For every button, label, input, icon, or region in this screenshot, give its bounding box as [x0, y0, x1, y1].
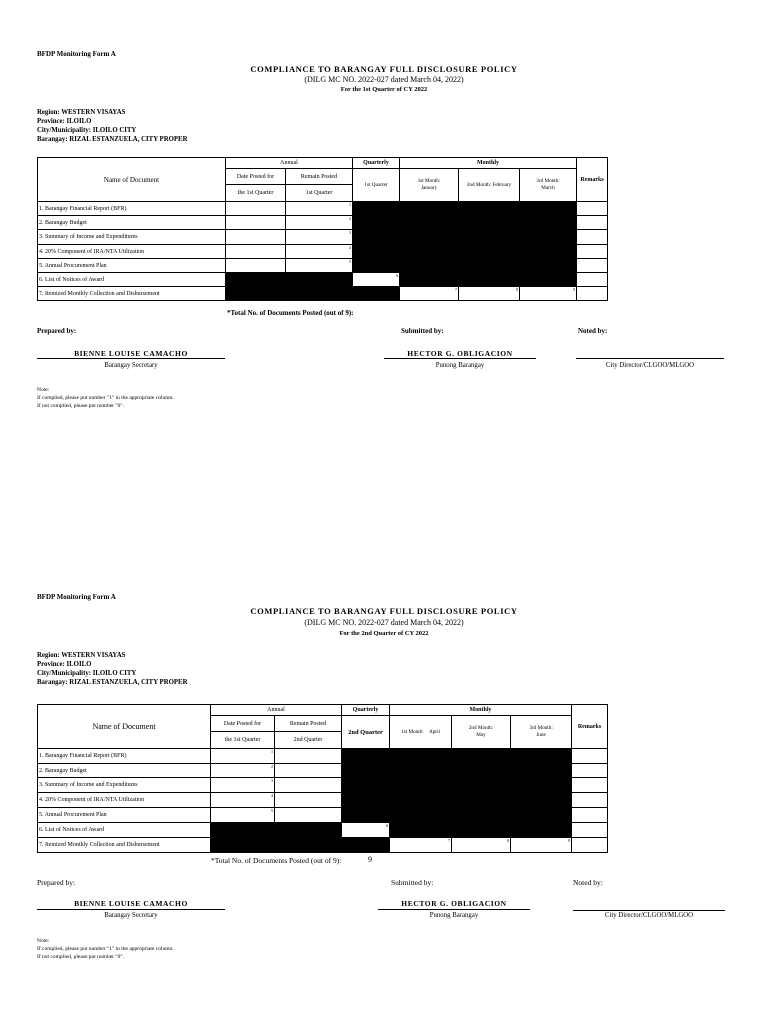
- form-label: BFDP Monitoring Form A: [37, 593, 116, 601]
- barangay-line: Barangay: RIZAL ESTANZUELA, CITY PROPER: [37, 136, 188, 143]
- table-row: 4. 20% Component of IRA/NTA Utilization 4: [38, 245, 608, 259]
- header-annual: Annual: [211, 705, 342, 716]
- header-date-posted-2: the 1st Quarter: [211, 732, 275, 749]
- barangay-line: Barangay: RIZAL ESTANZUELA, CITY PROPER: [37, 679, 188, 686]
- region-line: Region: WESTERN VISAYAS: [37, 109, 126, 116]
- prepared-by-position: Barangay Secretary: [104, 362, 158, 369]
- location-info: [37, 651, 188, 687]
- header-month-2: 2nd Month: May: [452, 716, 511, 749]
- total-documents-label: *Total No. of Documents Posted (out of 9):: [211, 856, 342, 865]
- form-subtitle: (DILG MC NO. 2022-027 dated March 04, 2022): [304, 75, 464, 84]
- header-quarter: 2nd Quarter: [342, 716, 390, 749]
- header-monthly: Monthly: [400, 158, 577, 169]
- header-remarks: Remarks: [572, 705, 608, 749]
- table-row: 3. Summary of Income and Expenditures 3: [38, 778, 608, 793]
- province-line: Province: ILOILO: [37, 118, 92, 125]
- form-period: For the 2nd Quarter of CY 2022: [339, 630, 429, 637]
- table-row: 1. Barangay Financial Report (BFR) 1: [38, 202, 608, 216]
- submitted-by-name: HECTOR G. OBLIGACION: [407, 349, 513, 358]
- header-monthly: Monthly: [390, 705, 572, 716]
- province-line: Province: ILOILO: [37, 661, 92, 668]
- table-row: 7. Itemized Monthly Collection and Disbursement 7 8 9: [38, 287, 608, 301]
- header-name-of-document: Name of Document: [38, 158, 226, 202]
- header-date-posted-2: the 1st Quarter: [226, 185, 286, 202]
- header-month-1: 1st Month: January: [400, 169, 459, 202]
- header-month-3: 3rd Month: March: [520, 169, 577, 202]
- submitted-by-label: Submitted by:: [391, 878, 434, 887]
- header-date-posted: Date Posted for: [226, 169, 286, 185]
- prepared-by-name: BIENNE LOUISE CAMACHO: [74, 349, 188, 358]
- header-remarks: Remarks: [577, 158, 608, 202]
- table-row: 6. List of Notices of Award 6: [38, 273, 608, 287]
- header-remain-posted-2: 1st Quarter: [286, 185, 353, 202]
- header-annual: Annual: [226, 158, 353, 169]
- table-row: 1. Barangay Financial Report (BFR) 1: [38, 749, 608, 764]
- instruction-note: Note: If complied, please put number "1" in the appropriate column. If not complied, please put number "0".: [37, 387, 174, 409]
- table-row: 2. Barangay Budget 2: [38, 764, 608, 778]
- header-remain-posted: Remain Posted: [275, 716, 342, 732]
- prepared-by-position: Barangay Secretary: [104, 912, 158, 919]
- form-title: COMPLIANCE TO BARANGAY FULL DISCLOSURE POLICY: [250, 64, 518, 74]
- noted-by-label: Noted by:: [578, 327, 608, 335]
- prepared-by-label: Prepared by:: [37, 327, 77, 335]
- header-month-2: 2nd Month: February: [459, 169, 520, 202]
- header-month-3: 3rd Month: June: [511, 716, 572, 749]
- table-row: 2. Barangay Budget 2: [38, 216, 608, 230]
- noted-by-position: City Director/CLGOO/MLGOO: [604, 912, 694, 919]
- region-line: Region: WESTERN VISAYAS: [37, 652, 126, 659]
- table-row: 6. List of Notices of Award 6: [38, 823, 608, 838]
- table-row: 5. Annual Procurement Plan 5: [38, 259, 608, 273]
- prepared-by-name: BIENNE LOUISE CAMACHO: [74, 899, 188, 908]
- header-month-1: 1st Month: April: [390, 716, 452, 749]
- table-row: 3. Summary of Income and Expenditures 3: [38, 230, 608, 245]
- form-label: BFDP Monitoring Form A: [37, 50, 116, 58]
- city-line: City/Municipality: ILOILO CITY: [37, 670, 137, 677]
- submitted-by-signature-line: [378, 909, 530, 910]
- table-row: 7. Itemized Monthly Collection and Disbursement 7 8 9: [38, 838, 608, 853]
- submitted-by-name: HECTOR G. OBLIGACION: [401, 899, 507, 908]
- header-quarterly: Quarterly: [353, 158, 400, 169]
- prepared-by-signature-line: [37, 909, 225, 910]
- city-line: City/Municipality: ILOILO CITY: [37, 127, 137, 134]
- header-quarter: 1st Quarter: [353, 169, 400, 202]
- submitted-by-position: Punong Barangay: [435, 362, 485, 369]
- noted-by-label: Noted by:: [573, 878, 603, 887]
- table-row: 5. Annual Procurement Plan 5: [38, 808, 608, 823]
- header-remain-posted: Remain Posted: [286, 169, 353, 185]
- instruction-note: Note: If complied, please put number "1" in the appropriate column. If not complied, please put number "0".: [37, 938, 174, 960]
- noted-by-position: City Director/CLGOO/MLGOO: [605, 362, 695, 369]
- header-remain-posted-2: 2nd Quarter: [275, 732, 342, 749]
- noted-by-signature-line: [573, 910, 725, 911]
- submitted-by-label: Submitted by:: [401, 327, 444, 335]
- submitted-by-position: Punong Barangay: [429, 912, 479, 919]
- form-subtitle: (DILG MC NO. 2022-027 dated March 04, 2022): [304, 618, 464, 627]
- form-title: COMPLIANCE TO BARANGAY FULL DISCLOSURE POLICY: [250, 606, 518, 616]
- total-documents-value: 9: [368, 855, 372, 864]
- prepared-by-label: Prepared by:: [37, 878, 76, 887]
- form-period: For the 1st Quarter of CY 2022: [340, 86, 428, 93]
- header-date-posted: Date Posted for: [211, 716, 275, 732]
- total-documents-label: *Total No. of Documents Posted (out of 9):: [227, 309, 354, 317]
- compliance-table: [37, 704, 608, 853]
- header-name-of-document: Name of Document: [38, 705, 211, 749]
- header-quarterly: Quarterly: [342, 705, 390, 716]
- table-row: 4. 20% Component of IRA/NTA Utilization 4: [38, 793, 608, 808]
